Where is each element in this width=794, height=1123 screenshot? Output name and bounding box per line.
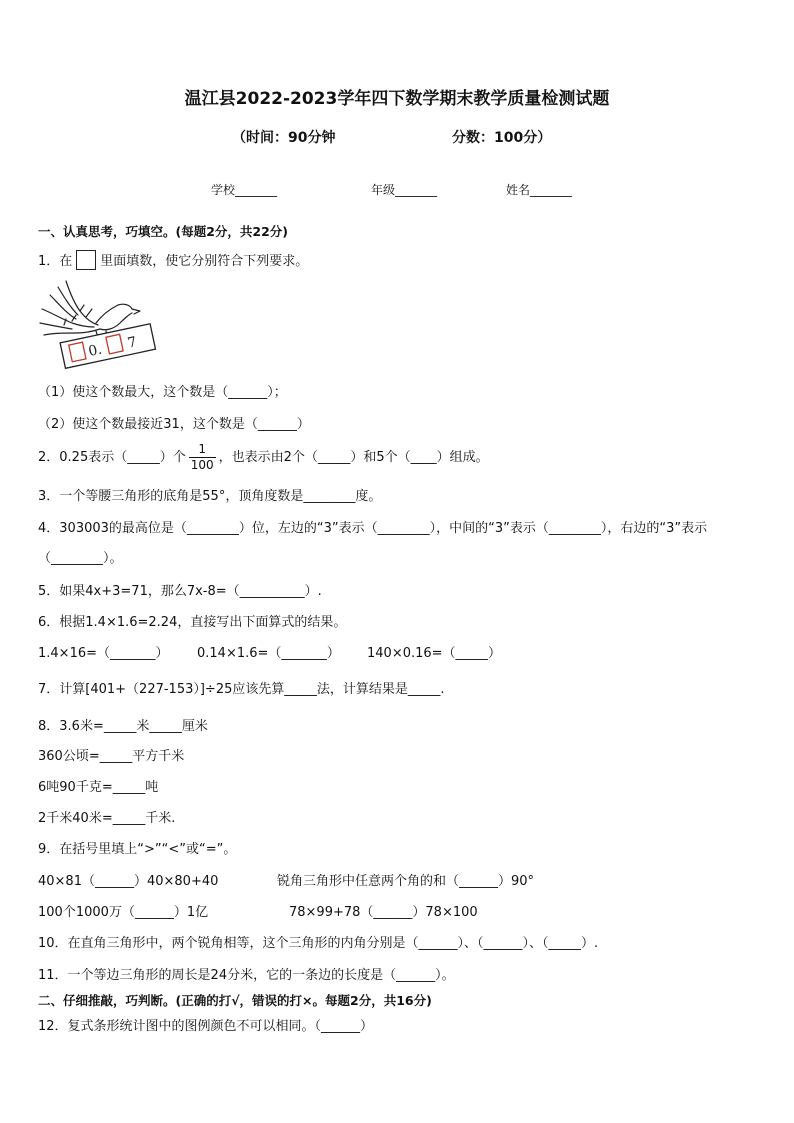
q8-c: 6吨90千克=_____吨 (38, 780, 159, 795)
exam-score: 分数：100分） (452, 130, 552, 146)
name-field: 姓名_______ (506, 183, 573, 197)
bird-with-number-card-icon (36, 275, 166, 375)
question-1 (38, 250, 308, 270)
question-9: 9．在括号里填上“>”“<”或“=”。 (38, 842, 237, 857)
q8-b: 360公顷=_____平方千米 (38, 749, 185, 764)
section2-title: 二、仔细推敲，巧判断。(正确的打√，错误的打×。每题2分，共16分) (38, 993, 432, 1008)
q6-a: 1.4×16=（_______） (38, 646, 169, 661)
question-7: 7．计算[401+（227-153）]÷25应该先算_____法，计算结果是_____. (38, 682, 445, 697)
question-2 (38, 440, 489, 476)
school-field: 学校_______ (211, 183, 278, 197)
question-4-cont: （________）。 (38, 551, 123, 566)
bird-illustration (36, 275, 166, 375)
q8-a: 8．3.6米=_____米_____厘米 (38, 719, 208, 734)
fraction (189, 442, 216, 473)
q2-suffix: ，也表示由2个（_____）和5个（____）组成。 (218, 450, 489, 465)
q6-b: 0.14×1.6=（_______） (197, 646, 340, 661)
q1-suffix: 里面填数，使它分别符合下列要求。 (100, 254, 309, 269)
q2-prefix: 2．0.25表示（_____）个 (38, 450, 186, 465)
q8-d: 2千米40米=_____千米. (38, 811, 176, 826)
exam-time: （时间：90分钟 (232, 130, 336, 146)
q1-prefix: 1．在 (38, 254, 73, 269)
question-6: 6．根据1.4×1.6=2.24，直接写出下面算式的结果。 (38, 615, 347, 630)
q9-b: 锐角三角形中任意两个角的和（______）90° (277, 874, 535, 889)
q9-c: 100个1000万（______）1亿 (38, 905, 209, 920)
question-10: 10．在直角三角形中，两个锐角相等，这个三角形的内角分别是（______）、（______）、（_____）. (38, 936, 599, 951)
question-12: 12．复式条形统计图中的图例颜色不可以相同。（______） (38, 1019, 374, 1034)
q9-d: 78×99+78（______）78×100 (289, 905, 478, 920)
q1-part2: （2）使这个数最接近31，这个数是（______） (38, 417, 310, 432)
question-3: 3．一个等腰三角形的底角是55°，顶角度数是________度。 (38, 489, 382, 504)
question-4: 4．303003的最高位是（________）位，左边的“3”表示（________），中间的“3”表示（________），右边的“3”表示 (38, 521, 708, 536)
q6-c: 140×0.16=（_____） (367, 646, 502, 661)
q9-a: 40×81（______）40×80+40 (38, 874, 219, 889)
question-11: 11．一个等边三角形的周长是24分米，它的一条边的长度是（______）。 (38, 968, 455, 983)
grade-field: 年级_______ (371, 183, 438, 197)
blank-box (76, 250, 96, 270)
fraction-numerator: 1 (189, 442, 216, 458)
fraction-denominator: 100 (190, 458, 214, 472)
q1-part1: （1）使这个数最大，这个数是（______）； (38, 385, 287, 400)
card-text: 0. (86, 341, 104, 360)
card-digit: 7 (126, 334, 139, 352)
section1-title: 一、认真思考，巧填空。(每题2分，共22分) (38, 224, 289, 239)
page-title: 温江县2022-2023学年四下数学期末教学质量检测试题 (184, 89, 610, 109)
question-5: 5．如果4x+3=71，那么7x-8=（__________）. (38, 584, 322, 599)
